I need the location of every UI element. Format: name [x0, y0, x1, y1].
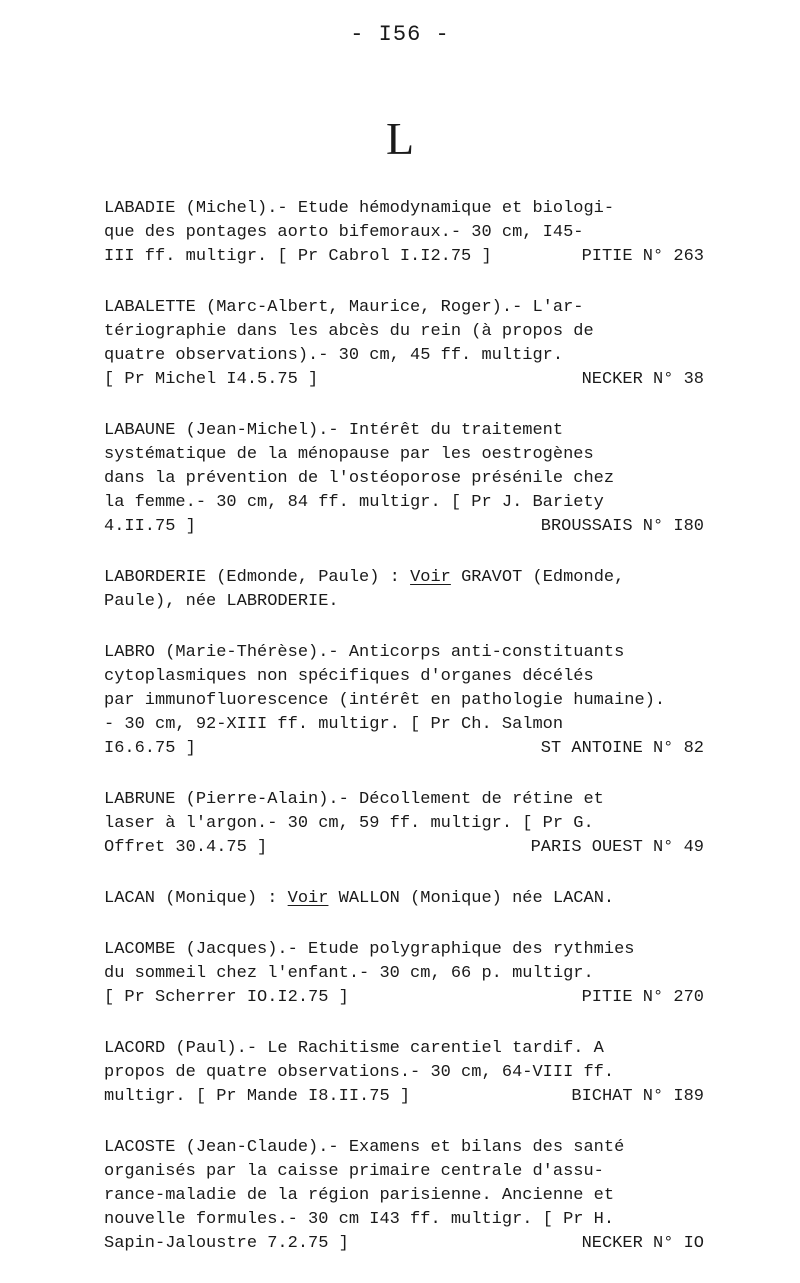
entry-target: GRAVOT (Edmonde,	[450, 568, 625, 587]
entry-location: NECKER N° IO	[581, 1234, 704, 1253]
bibliography-entry	[104, 1037, 704, 1109]
entry-heading: LABORDERIE (Edmonde, Paule) :	[104, 568, 411, 587]
bibliography-entry	[104, 197, 704, 269]
entry-final-line	[104, 986, 704, 1010]
entry-reference: Sapin-Jaloustre 7.2.75 ]	[104, 1234, 349, 1253]
entry-line: par immunofluorescence (intérêt en pathologie humaine).	[104, 691, 666, 710]
entry-line: rance-maladie de la région parisienne. Ancienne et	[104, 1186, 615, 1205]
entry-reference: 4.II.75 ]	[104, 517, 196, 536]
cross-reference-entry	[104, 887, 704, 911]
bibliography-entry	[104, 938, 704, 1010]
entry-line: quatre observations).- 30 cm, 45 ff. multigr.	[104, 346, 564, 365]
entry-line: LACOMBE (Jacques).- Etude polygraphique des rythmies	[104, 940, 635, 959]
entry-line: du sommeil chez l'enfant.- 30 cm, 66 p. multigr.	[104, 964, 594, 983]
cross-reference-entry	[104, 566, 704, 614]
entry-location: ST ANTOINE N° 82	[540, 739, 704, 758]
entry-line: nouvelle formules.- 30 cm I43 ff. multigr. [ Pr H.	[104, 1210, 615, 1229]
entry-line: LABALETTE (Marc-Albert, Maurice, Roger).- L'ar-	[104, 298, 584, 317]
entry-line: cytoplasmiques non spécifiques d'organes décélés	[104, 667, 594, 686]
entry-final-line	[104, 1232, 704, 1256]
bibliography-entry	[104, 296, 704, 392]
entry-line: LABRUNE (Pierre-Alain).- Décollement de rétine et	[104, 790, 604, 809]
entry-line: dans la prévention de l'ostéoporose présénile chez	[104, 469, 615, 488]
entry-line: organisés par la caisse primaire centrale d'assu-	[104, 1162, 604, 1181]
entry-line: tériographie dans les abcès du rein (à propos de	[104, 322, 594, 341]
section-letter: L	[385, 113, 415, 164]
entry-line: LABAUNE (Jean-Michel).- Intérêt du traitement	[104, 421, 564, 440]
entry-line: LACOSTE (Jean-Claude).- Examens et bilans des santé	[104, 1138, 625, 1157]
entry-line: Paule), née LABRODERIE.	[104, 592, 339, 611]
entry-reference: [ Pr Scherrer IO.I2.75 ]	[104, 988, 349, 1007]
bibliography-entry	[104, 788, 704, 860]
entry-line	[104, 887, 704, 911]
entry-line: LACORD (Paul).- Le Rachitisme carentiel tardif. A	[104, 1039, 604, 1058]
entry-final-line	[104, 368, 704, 392]
entry-line: - 30 cm, 92-XIII ff. multigr. [ Pr Ch. Salmon	[104, 715, 564, 734]
entry-target: WALLON (Monique) née LACAN.	[328, 889, 615, 908]
entry-reference: Offret 30.4.75 ]	[104, 838, 268, 857]
voir-link: Voir	[410, 568, 451, 587]
entry-reference: multigr. [ Pr Mande I8.II.75 ]	[104, 1087, 411, 1106]
entry-heading: LACAN (Monique) :	[104, 889, 288, 908]
entry-reference: I6.6.75 ]	[104, 739, 196, 758]
entry-final-line	[104, 245, 704, 269]
entry-line: propos de quatre observations.- 30 cm, 64-VIII ff.	[104, 1063, 615, 1082]
entry-final-line	[104, 737, 704, 761]
entry-line: la femme.- 30 cm, 84 ff. multigr. [ Pr J. Bariety	[104, 493, 604, 512]
entry-line	[104, 566, 704, 590]
entry-location: NECKER N° 38	[581, 370, 704, 389]
entry-final-line	[104, 836, 704, 860]
page-number: - I56 -	[350, 22, 450, 47]
entry-line: LABADIE (Michel).- Etude hémodynamique et biologi-	[104, 199, 615, 218]
voir-link: Voir	[287, 889, 329, 908]
entry-line: laser à l'argon.- 30 cm, 59 ff. multigr. [ Pr G.	[104, 814, 594, 833]
entry-location: PARIS OUEST N° 49	[530, 838, 704, 857]
entry-line: LABRO (Marie-Thérèse).- Anticorps anti-constituants	[104, 643, 625, 662]
entry-final-line	[104, 515, 704, 539]
entry-reference: III ff. multigr. [ Pr Cabrol I.I2.75 ]	[104, 247, 492, 266]
entry-location: BICHAT N° I89	[571, 1087, 704, 1106]
bibliography-entry	[104, 1136, 704, 1256]
bibliography-entry	[104, 419, 704, 539]
entry-location: PITIE N° 263	[581, 247, 704, 266]
bibliography-entry	[104, 641, 704, 761]
bibliography-entries	[104, 197, 704, 1283]
entry-location: PITIE N° 270	[581, 988, 704, 1007]
entry-reference: [ Pr Michel I4.5.75 ]	[104, 370, 319, 389]
entry-final-line	[104, 1085, 704, 1109]
entry-line: systématique de la ménopause par les oestrogènes	[104, 445, 594, 464]
entry-location: BROUSSAIS N° I80	[540, 517, 704, 536]
entry-line: que des pontages aorto bifemoraux.- 30 cm, I45-	[104, 223, 584, 242]
